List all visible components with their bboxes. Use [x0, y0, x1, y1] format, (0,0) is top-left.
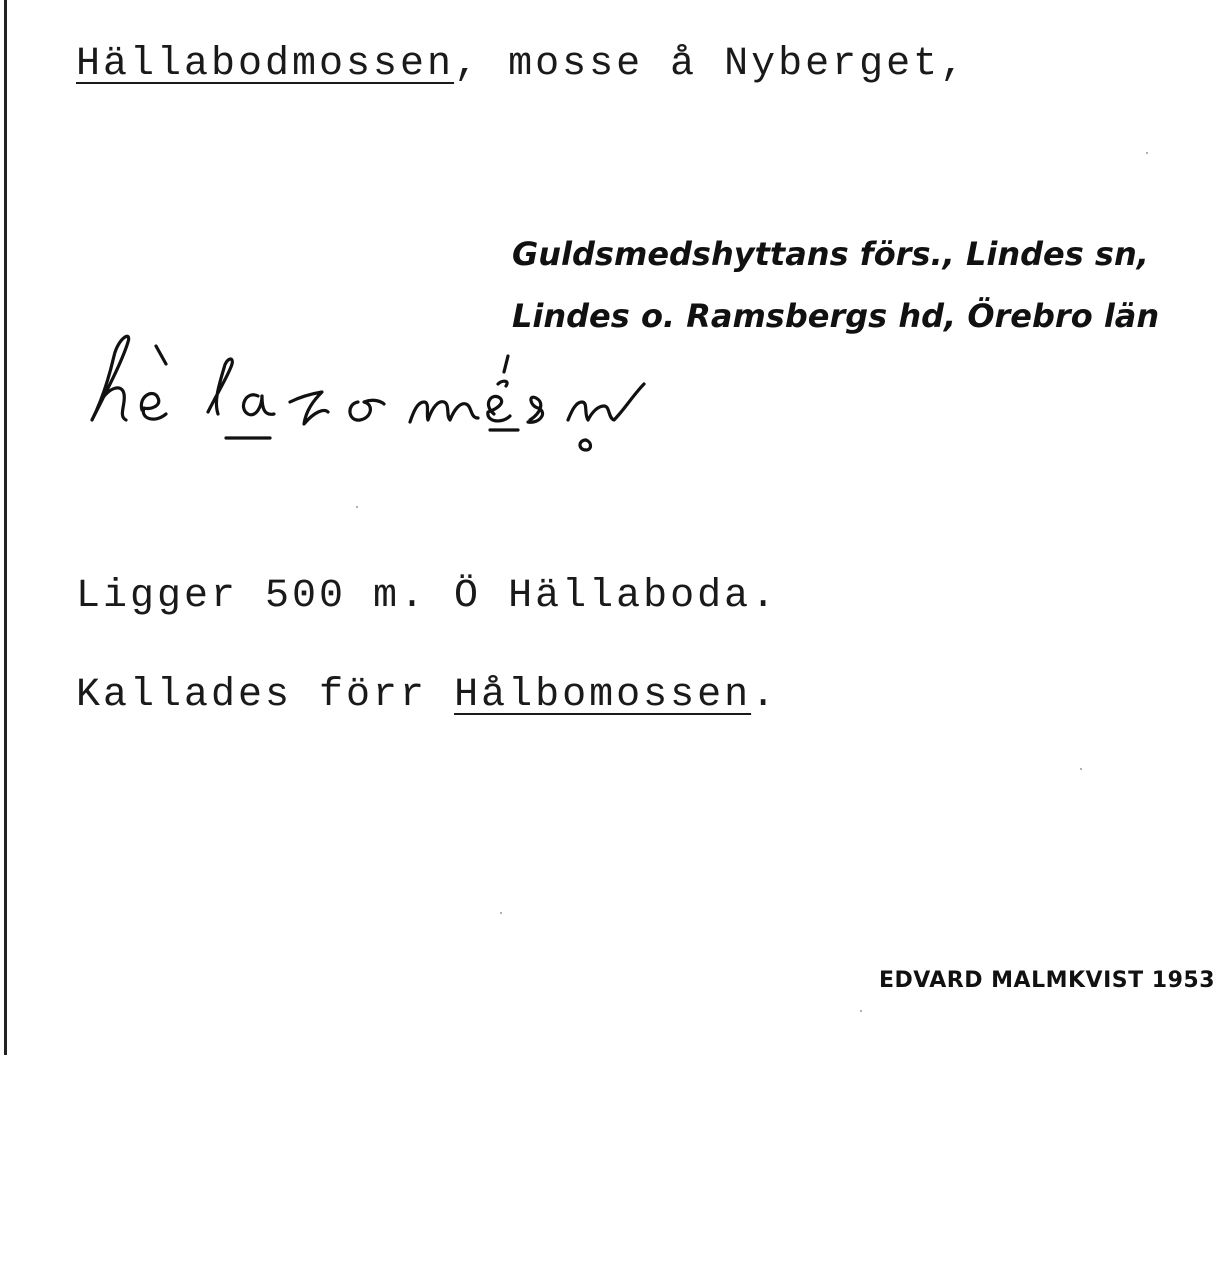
former-name-suffix: . [751, 673, 779, 718]
location-line: Ligger 500 m. Ö Hällaboda. [76, 574, 779, 619]
headword-line [76, 42, 967, 87]
phonetic-text: hèlabomésn [78, 332, 83, 333]
card-left-edge [4, 0, 7, 1055]
handwritten-phonetic-transcription [78, 332, 738, 462]
former-name-line [76, 673, 778, 718]
headword: Hällabodmossen [76, 42, 455, 87]
paper-speck [1080, 768, 1082, 770]
paper-speck [356, 506, 358, 508]
headword-description: , mosse å Nyberget, [454, 42, 968, 87]
collector-signature: EDVARD MALMKVIST 1953 [878, 968, 1215, 993]
paper-speck [500, 912, 502, 914]
parish-line-1: Guldsmedshyttans förs., Lindes sn, [512, 235, 1149, 273]
former-name-prefix: Kallades förr [76, 673, 455, 718]
paper-speck [860, 1010, 862, 1012]
paper-speck [1146, 152, 1148, 154]
former-name: Hålbomossen [454, 673, 752, 718]
parish-line-2: Lindes o. Ramsbergs hd, Örebro län [512, 297, 1160, 335]
